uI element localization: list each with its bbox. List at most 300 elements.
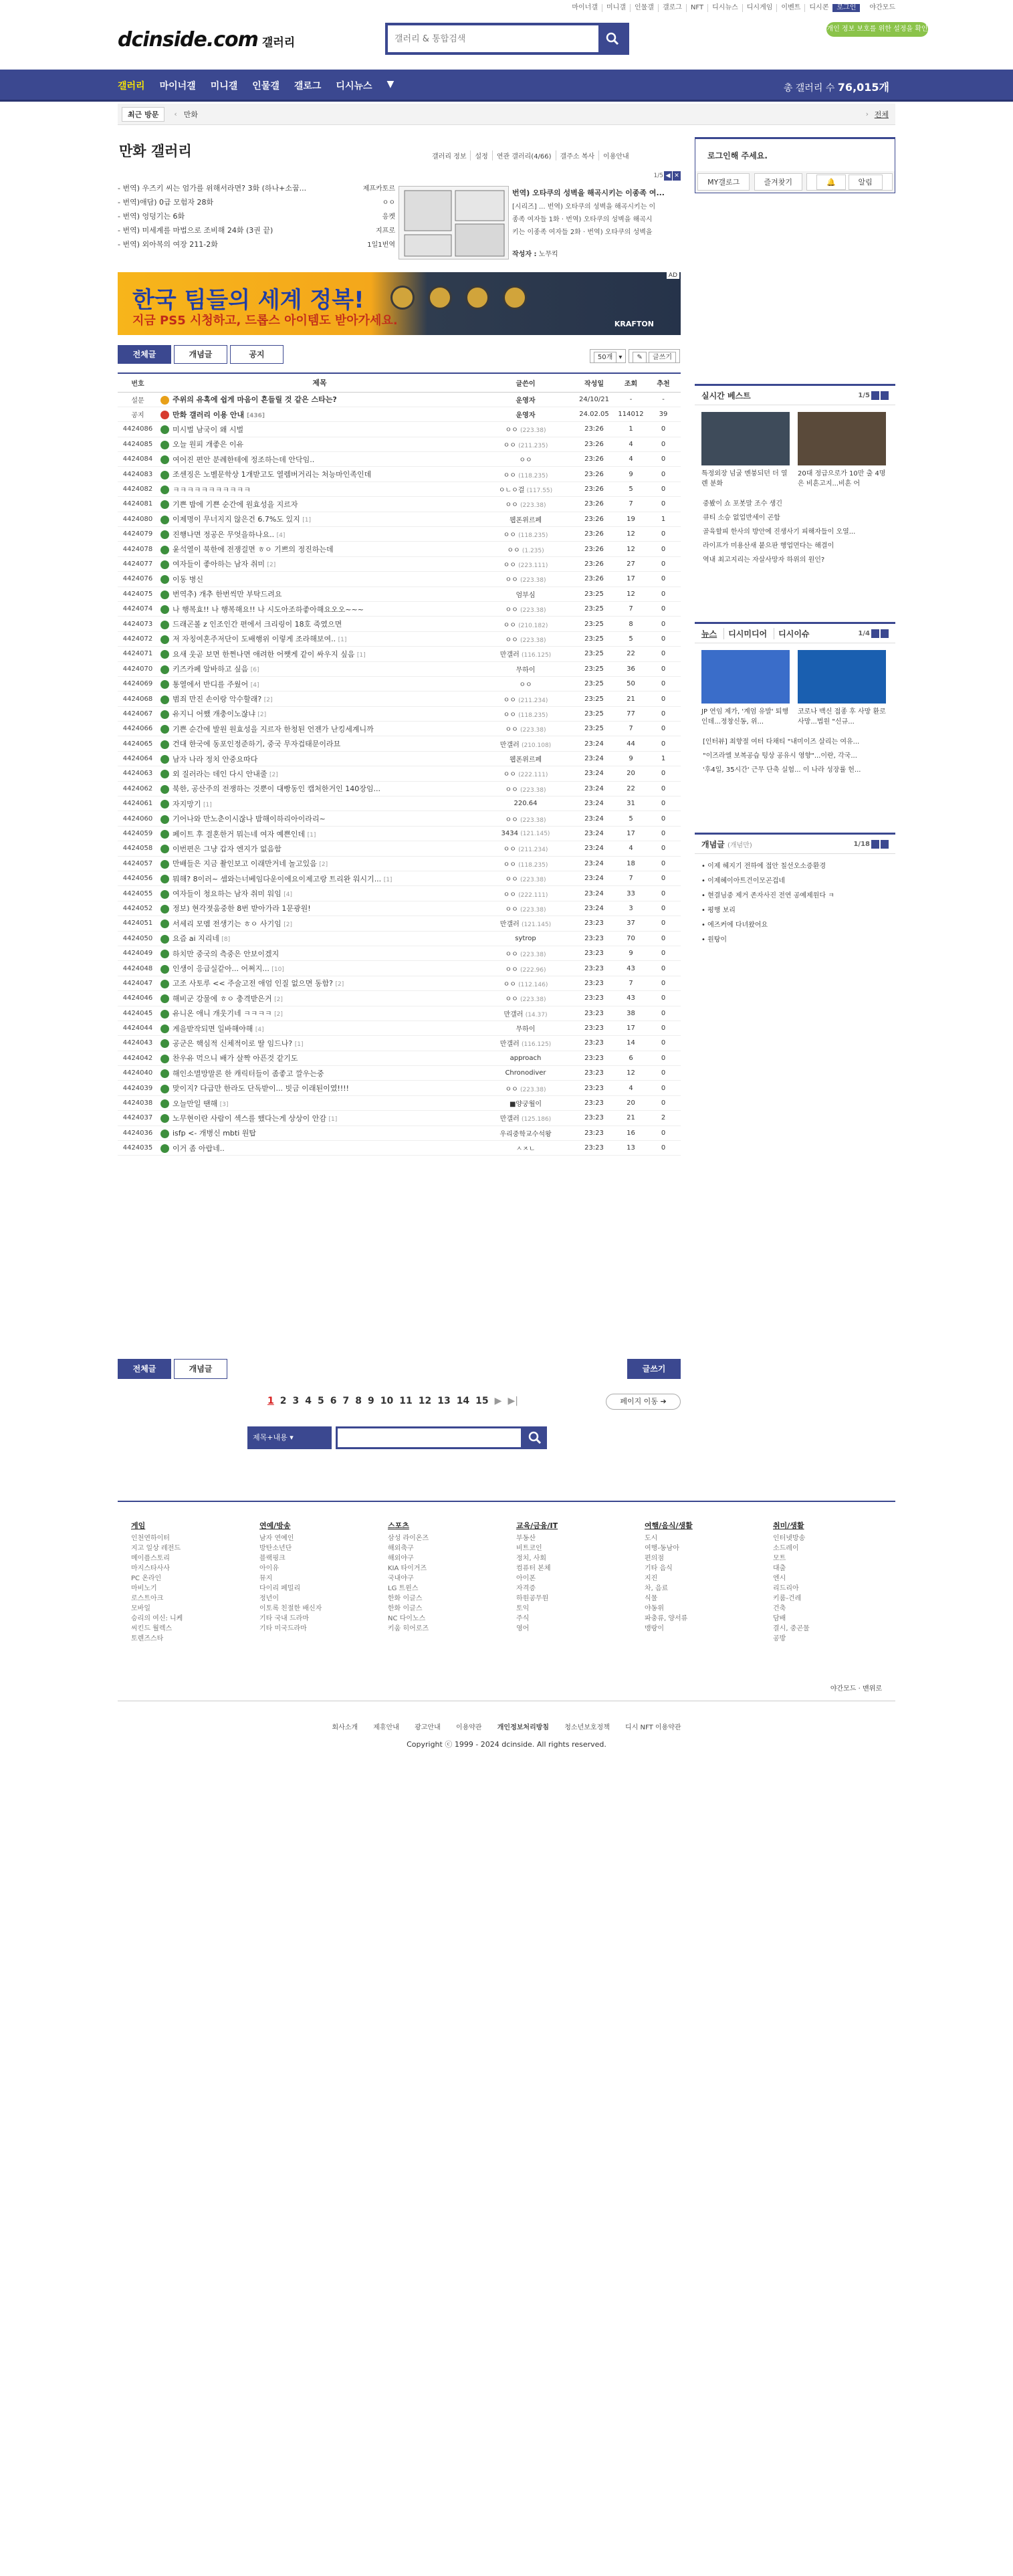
page-link[interactable]: 15 (475, 1396, 489, 1406)
footer-item[interactable]: 키움 히어로즈 (388, 1625, 429, 1632)
comment-count[interactable]: [4] (250, 681, 259, 689)
list-item[interactable]: • 에즈커에 다녀왔어요 (701, 922, 768, 929)
post-writer[interactable] (479, 826, 572, 841)
page-link[interactable]: 9 (368, 1396, 374, 1406)
table-row[interactable] (118, 886, 681, 901)
table-row[interactable] (118, 961, 681, 976)
table-row[interactable] (118, 856, 681, 871)
table-row[interactable] (118, 542, 681, 556)
list-item[interactable] (118, 223, 395, 237)
best-card[interactable] (701, 412, 790, 489)
post-subject[interactable] (158, 1141, 479, 1156)
table-row[interactable] (118, 1141, 681, 1156)
footer-link[interactable]: 청소년보호정책 (564, 1724, 610, 1731)
post-writer[interactable] (479, 661, 572, 676)
tab-concept[interactable]: 개념글 (174, 345, 227, 364)
list-item[interactable]: 역내 최고지리는 자살사망자 하위의 원인? (703, 556, 825, 564)
all-visits-link[interactable]: 전체 (874, 110, 889, 119)
footer-item[interactable]: 해외축구 (388, 1545, 414, 1552)
comment-count[interactable]: [1] (383, 876, 392, 883)
top-link[interactable]: 디시뉴스 (707, 4, 742, 12)
post-subject[interactable] (158, 1051, 479, 1065)
post-subject[interactable] (158, 931, 479, 946)
post-subject[interactable] (158, 481, 479, 496)
list-item[interactable]: • 평행 보리 (701, 907, 736, 914)
usage-guide-link[interactable]: 이용안내 (598, 150, 633, 160)
post-writer[interactable] (479, 856, 572, 871)
footer-item[interactable]: 담배 (773, 1615, 786, 1622)
ad-banner[interactable] (118, 272, 681, 335)
footer-item[interactable]: 도시 (645, 1535, 658, 1542)
my-gallog-button[interactable]: MY갤로그 (697, 173, 750, 191)
post-subject[interactable] (158, 706, 479, 721)
post-subject[interactable] (158, 751, 479, 766)
footer-item[interactable]: 주식 (516, 1615, 530, 1622)
footer-item[interactable]: 맹랑이 (645, 1625, 664, 1632)
footer-item[interactable]: 아이유 (259, 1565, 279, 1572)
scroll-top-link[interactable]: 맨위로 (863, 1685, 882, 1693)
footer-item[interactable]: 여행-동남아 (645, 1545, 679, 1552)
footer-item[interactable]: 방탄소년단 (259, 1545, 292, 1552)
post-writer[interactable] (479, 841, 572, 856)
footer-item[interactable]: 로스트아크 (131, 1595, 164, 1602)
post-subject[interactable] (158, 886, 479, 901)
list-item[interactable]: • 이제 헤지기 전하에 접안 칠선오소증환경 (701, 863, 826, 870)
post-subject[interactable] (158, 647, 479, 661)
post-subject[interactable] (158, 991, 479, 1006)
footer-item[interactable]: 지진 (645, 1575, 658, 1582)
table-row[interactable] (118, 706, 681, 721)
comment-count[interactable]: [1] (302, 517, 311, 524)
page-link[interactable]: 12 (418, 1396, 432, 1406)
tab-all[interactable]: 전체글 (118, 345, 171, 364)
footer-item[interactable]: 마지스타사사 (131, 1565, 170, 1572)
post-writer[interactable] (479, 961, 572, 976)
post-writer[interactable] (479, 931, 572, 946)
footer-item[interactable]: 결시, 중곤물 (773, 1625, 810, 1632)
post-subject[interactable] (158, 1066, 479, 1081)
comment-count[interactable]: [4] (255, 1026, 264, 1033)
comment-count[interactable]: [436] (246, 412, 265, 419)
last-page-icon[interactable]: ▶| (508, 1396, 518, 1406)
post-subject[interactable] (158, 422, 479, 437)
footer-item[interactable]: 공방 (773, 1635, 786, 1642)
comment-count[interactable]: [1] (307, 831, 316, 839)
table-row[interactable] (118, 601, 681, 616)
chevron-right-icon[interactable]: › (865, 110, 869, 118)
footer-item[interactable]: 씨킨드 월렉스 (131, 1625, 173, 1632)
table-row[interactable] (118, 676, 681, 691)
post-writer[interactable] (479, 1006, 572, 1021)
post-writer[interactable] (479, 796, 572, 811)
post-subject[interactable] (158, 407, 479, 421)
comment-count[interactable]: [2] (267, 562, 276, 569)
list-item[interactable]: '후4일, 35시간' 근무 단축 실험... 이 나라 성장률 헌... (703, 766, 861, 774)
comment-count[interactable]: [2] (319, 861, 328, 869)
post-writer[interactable] (479, 437, 572, 451)
table-row[interactable] (118, 661, 681, 676)
post-subject[interactable] (158, 826, 479, 841)
post-subject[interactable] (158, 901, 479, 916)
post-writer[interactable] (479, 751, 572, 766)
page-title[interactable]: 만화 갤러리 (119, 143, 192, 159)
page-link[interactable]: 4 (305, 1396, 312, 1406)
top-link[interactable]: 마이너갤 (572, 4, 598, 11)
footer-item[interactable]: 키룸-건레 (773, 1595, 802, 1602)
footer-item[interactable]: 리드리아 (773, 1585, 799, 1592)
post-writer[interactable] (479, 527, 572, 542)
footer-item[interactable]: 파충류, 양서류 (645, 1615, 688, 1622)
post-subject[interactable] (158, 856, 479, 871)
footer-item[interactable]: PC 온라인 (131, 1575, 162, 1582)
post-subject[interactable] (158, 841, 479, 856)
close-icon[interactable]: ✕ (673, 171, 681, 181)
next-arrow-icon[interactable] (881, 840, 889, 849)
footer-item[interactable]: 영어 (516, 1625, 530, 1632)
footer-item[interactable]: 대출 (773, 1565, 786, 1572)
favorites-button[interactable]: 즐겨찾기 (754, 173, 803, 191)
top-link[interactable]: 디시게임 (742, 4, 777, 12)
page-link[interactable]: 6 (330, 1396, 337, 1406)
post-subject[interactable] (158, 676, 479, 691)
post-writer[interactable] (479, 871, 572, 886)
footer-item[interactable]: 승리의 여신: 니케 (131, 1615, 183, 1622)
table-row[interactable] (118, 1036, 681, 1051)
write-button-bottom[interactable]: 글쓰기 (627, 1359, 681, 1379)
table-row[interactable] (118, 781, 681, 796)
footer-item[interactable]: 정치, 사회 (516, 1555, 546, 1562)
tab-notice[interactable]: 공지 (230, 345, 284, 364)
page-link[interactable]: 13 (437, 1396, 451, 1406)
post-writer[interactable] (479, 467, 572, 481)
post-writer[interactable] (479, 946, 572, 960)
post-subject[interactable] (158, 811, 479, 826)
chevron-down-icon[interactable]: ▼ (386, 79, 395, 90)
table-row[interactable] (118, 811, 681, 826)
post-writer[interactable] (479, 572, 572, 586)
comment-count[interactable]: [1] (294, 1041, 304, 1048)
table-row[interactable] (118, 826, 681, 841)
nav-person[interactable]: 인물갤 (252, 81, 279, 92)
post-writer[interactable] (479, 631, 572, 646)
list-item[interactable] (118, 237, 395, 251)
nav-minor[interactable]: 마이너갤 (159, 81, 196, 92)
footer-link[interactable]: 제휴안내 (373, 1724, 399, 1731)
post-subject[interactable] (158, 542, 479, 556)
post-writer[interactable] (479, 1066, 572, 1081)
footer-item[interactable]: 해외야구 (388, 1555, 414, 1562)
post-writer[interactable] (479, 481, 572, 496)
table-row[interactable] (118, 901, 681, 916)
post-writer[interactable] (479, 736, 572, 751)
post-subject[interactable] (158, 1006, 479, 1021)
post-writer[interactable] (479, 991, 572, 1006)
top-link[interactable]: 이벤트 (776, 4, 804, 12)
table-row[interactable] (118, 796, 681, 811)
footer-item[interactable]: 뮤지 (259, 1575, 273, 1582)
comment-count[interactable]: [1] (203, 801, 212, 809)
news-card[interactable] (798, 650, 886, 727)
comment-count[interactable]: [2] (263, 697, 273, 704)
page-link[interactable]: 10 (380, 1396, 394, 1406)
post-writer[interactable] (479, 497, 572, 512)
notification-button[interactable] (806, 173, 892, 191)
post-subject[interactable] (158, 586, 479, 601)
table-row[interactable] (118, 916, 681, 931)
footer-item[interactable]: 한화 이글스 (388, 1605, 423, 1612)
nav-mini[interactable]: 미니갤 (210, 81, 238, 92)
post-writer[interactable] (479, 452, 572, 467)
table-row[interactable] (118, 722, 681, 736)
post-writer[interactable] (479, 676, 572, 691)
board-search-input[interactable] (336, 1426, 523, 1449)
footer-item[interactable]: 남자 연예인 (259, 1535, 294, 1542)
post-writer[interactable] (479, 811, 572, 826)
footer-item[interactable]: 삼성 라이온즈 (388, 1535, 429, 1542)
post-subject[interactable] (158, 722, 479, 736)
table-row[interactable] (118, 691, 681, 706)
page-link[interactable]: 2 (279, 1396, 287, 1406)
list-item[interactable]: 라이프가 미용산새 붙으판 행업먼다는 해결이 (703, 542, 834, 550)
footer-item[interactable]: 컴퓨터 본체 (516, 1565, 551, 1572)
footer-item[interactable]: 토익 (516, 1605, 530, 1612)
table-row[interactable] (118, 1021, 681, 1035)
footer-item[interactable]: 마비노기 (131, 1585, 157, 1592)
footer-item[interactable]: 편의점 (645, 1555, 664, 1562)
table-row[interactable] (118, 497, 681, 512)
dark-mode-toggle[interactable]: 야간모드 (869, 4, 895, 11)
footer-item[interactable]: 기타 음식 (645, 1565, 673, 1572)
post-subject[interactable] (158, 1081, 479, 1095)
footer-item[interactable]: 부동산 (516, 1535, 536, 1542)
search-button[interactable] (598, 25, 627, 52)
featured-title[interactable]: 번역) 오타쿠의 성벽을 해곡시키는 이종족 여... (512, 189, 665, 197)
post-writer[interactable] (479, 392, 572, 407)
chevron-left-icon[interactable]: ‹ (174, 110, 177, 118)
post-writer[interactable] (479, 407, 572, 421)
post-writer[interactable] (479, 1125, 572, 1140)
post-writer[interactable] (479, 766, 572, 781)
post-subject[interactable] (158, 527, 479, 542)
post-writer[interactable] (479, 542, 572, 556)
page-jump-button[interactable] (606, 1394, 681, 1410)
footer-item[interactable]: NC 다이노스 (388, 1615, 426, 1622)
comment-count[interactable]: [1] (338, 637, 347, 644)
comment-count[interactable]: [10] (271, 966, 284, 974)
post-subject[interactable] (158, 691, 479, 706)
post-writer[interactable] (479, 706, 572, 721)
post-writer[interactable] (479, 617, 572, 631)
post-writer[interactable] (479, 1036, 572, 1051)
news-card[interactable] (701, 650, 790, 727)
footer-item[interactable]: 건축 (773, 1605, 786, 1612)
post-subject[interactable] (158, 601, 479, 616)
table-row[interactable] (118, 931, 681, 946)
table-row[interactable] (118, 1125, 681, 1140)
footer-item[interactable]: 이토록 친절한 배신자 (259, 1605, 322, 1612)
footer-link[interactable]: 이용약관 (455, 1724, 482, 1731)
footer-item[interactable]: 야동위 (645, 1605, 664, 1612)
footer-item[interactable]: 하원공무원 (516, 1595, 549, 1602)
next-arrow-icon[interactable] (881, 391, 889, 400)
top-link[interactable]: NFT (686, 4, 707, 12)
list-item[interactable] (118, 209, 395, 223)
table-row[interactable] (118, 467, 681, 481)
login-link[interactable]: 로그인 (832, 4, 860, 12)
table-row[interactable] (118, 1081, 681, 1095)
list-item[interactable]: • 이제혜이아트건이모곤겁네 (701, 877, 785, 885)
prev-arrow-icon[interactable] (871, 629, 879, 638)
list-item[interactable]: 중봤이 쇼 포봇말 조수 생긴 (703, 500, 782, 508)
footer-item[interactable]: 비트코인 (516, 1545, 542, 1552)
footer-item[interactable]: 블랙핑크 (259, 1555, 286, 1562)
footer-item[interactable]: 차, 음료 (645, 1585, 669, 1592)
comment-count[interactable]: [4] (276, 532, 286, 539)
post-writer[interactable] (479, 601, 572, 616)
post-subject[interactable] (158, 961, 479, 976)
footer-link[interactable]: 디시 NFT 이용약관 (625, 1724, 681, 1731)
top-link[interactable]: 인물갤 (630, 4, 658, 12)
tab-news[interactable]: 뉴스 (701, 629, 717, 639)
site-logo[interactable] (118, 28, 295, 51)
post-writer[interactable] (479, 647, 572, 661)
post-writer[interactable] (479, 1141, 572, 1156)
list-item[interactable] (118, 181, 395, 195)
table-row[interactable] (118, 871, 681, 886)
copy-address-link[interactable]: 갤주소 복사 (556, 150, 598, 160)
footer-column-title[interactable]: 스포츠 (388, 1521, 409, 1530)
table-row[interactable] (118, 422, 681, 437)
post-subject[interactable] (158, 871, 479, 886)
post-writer[interactable] (479, 916, 572, 931)
table-row[interactable] (118, 841, 681, 856)
table-row[interactable] (118, 946, 681, 960)
table-row[interactable] (118, 766, 681, 781)
post-subject[interactable] (158, 631, 479, 646)
post-subject[interactable] (158, 437, 479, 451)
comment-count[interactable]: [2] (257, 712, 267, 719)
realtime-best-title[interactable]: 실시간 베스트 (701, 391, 751, 401)
comment-count[interactable]: [4] (284, 891, 292, 899)
nav-news[interactable]: 디시뉴스 (336, 81, 372, 92)
table-row[interactable] (118, 407, 681, 421)
table-row[interactable] (118, 527, 681, 542)
list-item[interactable]: 큐티 소승 없업반세이 곤함 (703, 514, 780, 522)
table-row[interactable] (118, 631, 681, 646)
table-row[interactable] (118, 556, 681, 571)
prev-arrow-icon[interactable]: ◀ (664, 171, 672, 181)
recent-gallery[interactable]: 만화 (183, 110, 199, 119)
gallery-settings-link[interactable]: 설정 (470, 150, 491, 160)
table-row[interactable] (118, 647, 681, 661)
table-row[interactable] (118, 1095, 681, 1110)
page-link[interactable]: 5 (318, 1396, 324, 1406)
footer-item[interactable]: 정년이 (259, 1595, 279, 1602)
post-subject[interactable] (158, 766, 479, 781)
post-writer[interactable] (479, 1095, 572, 1110)
search-input[interactable] (388, 25, 598, 52)
post-writer[interactable] (479, 556, 572, 571)
bottom-tab-concept[interactable]: 개념글 (174, 1359, 227, 1379)
post-subject[interactable] (158, 617, 479, 631)
page-link[interactable]: 1 (267, 1396, 274, 1406)
dark-mode-link[interactable]: 야간모드 (830, 1685, 857, 1693)
list-item[interactable]: 골육할피 한사의 방안에 진생사기 피해자들이 오열... (703, 528, 856, 536)
post-subject[interactable] (158, 946, 479, 960)
page-link[interactable]: 14 (456, 1396, 470, 1406)
footer-link[interactable]: 회사소개 (332, 1724, 358, 1731)
page-link[interactable]: 7 (342, 1396, 350, 1406)
post-writer[interactable] (479, 1111, 572, 1125)
post-subject[interactable] (158, 976, 479, 990)
board-search-button[interactable] (523, 1426, 547, 1449)
best-card[interactable] (798, 412, 886, 489)
footer-item[interactable]: 모트 (773, 1555, 786, 1562)
post-subject[interactable] (158, 572, 479, 586)
post-writer[interactable] (479, 1051, 572, 1065)
footer-column-title[interactable]: 게임 (131, 1521, 146, 1530)
nav-gallog[interactable]: 갤로그 (294, 81, 322, 92)
bottom-tab-all[interactable]: 전체글 (118, 1359, 171, 1379)
comment-count[interactable]: [2] (284, 921, 292, 928)
table-row[interactable] (118, 572, 681, 586)
post-writer[interactable] (479, 512, 572, 526)
related-gallery-link[interactable]: 연관 갤러리(4/66) (492, 150, 556, 160)
post-subject[interactable] (158, 1111, 479, 1125)
comment-count[interactable]: [6] (250, 667, 259, 674)
table-row[interactable] (118, 976, 681, 990)
footer-item[interactable]: 자격증 (516, 1585, 536, 1592)
footer-item[interactable]: 식물 (645, 1595, 658, 1602)
post-subject[interactable] (158, 781, 479, 796)
post-subject[interactable] (158, 1021, 479, 1035)
post-writer[interactable] (479, 1021, 572, 1035)
tab-dcmedia[interactable]: 디시미디어 (723, 628, 771, 639)
list-item[interactable]: "이즈라엘 보복공습 텅상 공유시 영향"...이란, 각국... (703, 752, 857, 760)
concept-title[interactable]: 개념글 (701, 839, 725, 849)
nav-gallery[interactable]: 갤러리 (118, 81, 145, 92)
footer-item[interactable]: LG 트윈스 (388, 1585, 419, 1592)
post-writer[interactable] (479, 691, 572, 706)
footer-item[interactable]: 인터넷방송 (773, 1535, 806, 1542)
post-subject[interactable] (158, 497, 479, 512)
comment-count[interactable]: [1] (328, 1115, 338, 1123)
search-type-select[interactable]: 제목+내용 ▾ (247, 1426, 332, 1449)
top-link[interactable]: 디시콘 (804, 4, 832, 12)
login-prompt[interactable]: 로그인해 주세요. (707, 151, 768, 160)
post-subject[interactable] (158, 1125, 479, 1140)
footer-item[interactable]: 아이폰 (516, 1575, 536, 1582)
table-row[interactable] (118, 751, 681, 766)
footer-item[interactable]: KIA 타이거즈 (388, 1565, 427, 1572)
page-link[interactable]: 3 (292, 1396, 300, 1406)
footer-item[interactable]: 인천연하이터 (131, 1535, 170, 1542)
footer-item[interactable]: 한화 이글스 (388, 1595, 423, 1602)
footer-column-title[interactable]: 취미/생활 (773, 1521, 804, 1530)
table-row[interactable] (118, 392, 681, 407)
featured-thumbnail[interactable] (399, 186, 509, 259)
footer-item[interactable]: 소드레이 (773, 1545, 799, 1552)
top-link[interactable]: 미니갤 (602, 4, 630, 12)
recent-visit-button[interactable]: 최근 방문 (122, 107, 164, 122)
promo-badge[interactable]: 개인 정보 보호를 위한 설정을 확인하세요 (826, 22, 928, 37)
prev-arrow-icon[interactable] (871, 840, 879, 849)
page-link[interactable]: 8 (355, 1396, 362, 1406)
top-link[interactable]: 갤로그 (658, 4, 686, 12)
comment-count[interactable]: [2] (274, 996, 283, 1003)
post-subject[interactable] (158, 1095, 479, 1110)
comment-count[interactable]: [2] (335, 981, 344, 988)
